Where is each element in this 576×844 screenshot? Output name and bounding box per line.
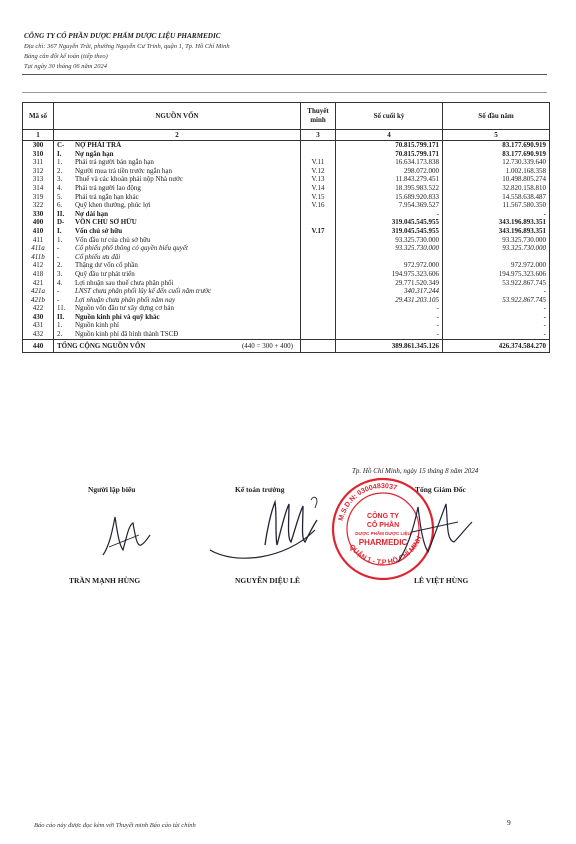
row-label: Vốn chủ sở hữu: [75, 226, 123, 235]
row-index: 1.: [57, 158, 63, 167]
row-end-balance: 18.395.983.522: [336, 184, 443, 193]
row-end-balance: 70.815.799.171: [336, 141, 443, 150]
row-code: 432: [23, 330, 54, 339]
row-end-balance: 7.954.369.527: [336, 201, 443, 210]
row-index: 2.: [57, 261, 63, 270]
row-end-balance: 70.815.799.171: [336, 150, 443, 159]
table-row: [23, 227, 550, 236]
header-note: Thuyết minh: [301, 103, 336, 130]
table-row: [23, 270, 550, 279]
footer-note: Báo cáo này được đọc kèm với Thuyết minh Báo cáo tài chính: [34, 822, 196, 829]
row-index: 4.: [57, 183, 63, 192]
row-index: 3.: [57, 175, 63, 184]
row-begin-balance: 10.498.805.274: [443, 175, 550, 184]
row-note: [301, 330, 336, 339]
balance-sheet-table: [22, 102, 550, 353]
row-item: [54, 193, 301, 202]
row-label: Phải trả người lao động: [75, 183, 141, 192]
row-begin-balance: -: [443, 210, 550, 219]
stamp-ring: QUẬN 1 - T.P HỒ CHÍ MINH: [347, 535, 424, 567]
row-note: V.14: [301, 184, 336, 193]
row-begin-balance: 343.196.893.351: [443, 227, 550, 236]
row-index: 5.: [57, 192, 63, 201]
row-end-balance: 15.689.920.833: [336, 193, 443, 202]
row-item: [54, 210, 301, 219]
row-end-balance: -: [336, 330, 443, 339]
row-label: NỢ PHẢI TRẢ: [75, 141, 122, 149]
row-end-balance: 93.325.730.000: [336, 236, 443, 245]
row-begin-balance: -: [443, 330, 550, 339]
row-label: Vốn đầu tư của chủ sở hữu: [75, 235, 151, 244]
row-code: 411: [23, 236, 54, 245]
row-code: 422: [23, 304, 54, 313]
row-end-balance: 29.771.520.349: [336, 279, 443, 288]
row-item: [54, 158, 301, 167]
row-item: [54, 261, 301, 270]
row-item: [54, 227, 301, 236]
table-row: [23, 193, 550, 202]
table-row: [23, 253, 550, 262]
row-label: Người mua trả tiền trước ngắn hạn: [75, 166, 173, 175]
row-note: V.13: [301, 175, 336, 184]
row-note: V.15: [301, 193, 336, 202]
row-item: [54, 304, 301, 313]
table-row: [23, 304, 550, 313]
row-item: [54, 253, 301, 262]
table-row: [23, 158, 550, 167]
table-row: [23, 167, 550, 176]
table-row: [23, 244, 550, 253]
row-label: Quỹ đầu tư phát triển: [75, 269, 135, 278]
row-end-balance: 340.317.244: [336, 287, 443, 296]
total-label-cell: [54, 339, 301, 352]
col-number: 1: [23, 130, 54, 141]
row-begin-balance: 32.820.158.810: [443, 184, 550, 193]
row-item: [54, 150, 301, 159]
row-end-balance: -: [336, 313, 443, 322]
row-note: [301, 287, 336, 296]
header-code: Mã số: [23, 103, 54, 130]
row-note: V.11: [301, 158, 336, 167]
row-code: 418: [23, 270, 54, 279]
header-item: NGUỒN VỐN: [54, 103, 301, 130]
row-note: [301, 313, 336, 322]
row-code: 431: [23, 321, 54, 330]
row-index: 3.: [57, 269, 63, 278]
row-index: II.: [57, 312, 65, 321]
preparer-signature: [95, 505, 155, 565]
row-note: [301, 236, 336, 245]
row-code: 410: [23, 227, 54, 236]
total-row: [23, 339, 550, 352]
row-begin-balance: 194.975.323.606: [443, 270, 550, 279]
row-item: [54, 167, 301, 176]
table-body: [23, 141, 550, 340]
row-index: C-: [57, 141, 65, 149]
row-label: Nguồn kinh phí: [75, 321, 119, 330]
table-row: [23, 279, 550, 288]
row-label: Thặng dư vốn cổ phần: [75, 261, 138, 270]
row-item: [54, 218, 301, 227]
table-row: [23, 261, 550, 270]
preparer-name: TRẦN MẠNH HÙNG: [69, 576, 141, 585]
col-number: 2: [54, 130, 301, 141]
row-label: Nợ dài hạn: [75, 209, 109, 218]
row-code: 412: [23, 261, 54, 270]
row-begin-balance: 83.177.690.919: [443, 150, 550, 159]
row-index: I.: [57, 226, 62, 235]
col-number: 5: [443, 130, 550, 141]
row-item: [54, 244, 301, 253]
row-note: [301, 321, 336, 330]
row-index: 2.: [57, 330, 63, 339]
total-formula: (440 = 300 + 400): [241, 341, 293, 350]
row-item: [54, 279, 301, 288]
row-note: [301, 210, 336, 219]
row-label: Quỹ khen thưởng, phúc lợi: [75, 201, 151, 210]
preparer-role: Người lập biểu: [88, 485, 136, 494]
signature-date: Tp. Hồ Chí Minh, ngày 15 tháng 8 năm 2024: [352, 467, 479, 475]
row-note: [301, 279, 336, 288]
table-row: [23, 330, 550, 339]
table-row: [23, 184, 550, 193]
stamp-line2: CỔ PHẦN: [366, 522, 400, 529]
row-begin-balance: 14.558.638.487: [443, 193, 550, 202]
row-index: -: [57, 295, 60, 304]
director-signature: [388, 492, 478, 572]
row-code: 421b: [23, 296, 54, 305]
row-code: 313: [23, 175, 54, 184]
header-end-balance: Số cuối kỳ: [336, 103, 443, 130]
row-label: Thuế và các khoản phải nộp Nhà nước: [75, 175, 183, 184]
row-end-balance: 972.972.000: [336, 261, 443, 270]
col-number: 4: [336, 130, 443, 141]
total-code: 440: [23, 339, 54, 352]
row-begin-balance: [443, 253, 550, 262]
accountant-signature: [205, 490, 345, 570]
row-end-balance: -: [336, 321, 443, 330]
row-end-balance: 16.634.173.838: [336, 158, 443, 167]
row-index: 1.: [57, 321, 63, 330]
row-end-balance: 11.843.279.451: [336, 175, 443, 184]
row-code: 310: [23, 150, 54, 159]
stamp-line4: PHARMEDIC: [358, 538, 408, 547]
row-index: II.: [57, 209, 65, 218]
director-name: LÊ VIỆT HÙNG: [414, 576, 469, 585]
row-code: 322: [23, 201, 54, 210]
stamp-line1: CÔNG TY: [367, 513, 399, 520]
row-note: [301, 296, 336, 305]
row-label: VỐN CHỦ SỞ HỮU: [75, 218, 137, 227]
row-index: 11.: [57, 304, 66, 313]
row-item: [54, 287, 301, 296]
row-note: V.16: [301, 201, 336, 210]
row-code: 312: [23, 167, 54, 176]
company-address: Địa chỉ: 367 Nguyễn Trãi, phường Nguyễn Cư Trinh, quận 1, Tp. Hồ Chí Minh: [24, 43, 230, 50]
table-row: [23, 218, 550, 227]
stamp-tax-code: M.S.D.N: 0300483037: [337, 482, 398, 522]
table-row: [23, 175, 550, 184]
total-begin: 426.374.584.270: [443, 339, 550, 352]
row-index: 6.: [57, 201, 63, 210]
row-item: [54, 141, 301, 150]
row-end-balance: 29.431.203.105: [336, 296, 443, 305]
row-begin-balance: 53.922.867.745: [443, 296, 550, 305]
row-begin-balance: 93.325.730.000: [443, 236, 550, 245]
row-begin-balance: 972.972.000: [443, 261, 550, 270]
row-label: Nguồn kinh phí và quỹ khác: [75, 312, 160, 321]
row-index: I.: [57, 149, 62, 158]
header-begin-balance: Số đầu năm: [443, 103, 550, 130]
report-date: Tại ngày 30 tháng 06 năm 2024: [24, 63, 108, 70]
row-begin-balance: 343.196.893.351: [443, 218, 550, 227]
col-number: 3: [301, 130, 336, 141]
row-note: [301, 150, 336, 159]
row-code: 311: [23, 158, 54, 167]
table-row: [23, 150, 550, 159]
row-index: 1.: [57, 235, 63, 244]
row-note: [301, 253, 336, 262]
row-item: [54, 184, 301, 193]
row-begin-balance: 11.567.580.350: [443, 201, 550, 210]
row-label: LNST chưa phân phối lũy kế đến cuối năm trước: [75, 287, 212, 296]
row-label: Phải trả ngắn hạn khác: [75, 192, 139, 201]
director-role: Tổng Giám Đốc: [415, 485, 466, 494]
row-end-balance: 93.325.730.000: [336, 244, 443, 253]
row-code: 411a: [23, 244, 54, 253]
row-code: 314: [23, 184, 54, 193]
accountant-role: Kế toán trưởng: [235, 485, 285, 494]
row-code: 330: [23, 210, 54, 219]
row-item: [54, 201, 301, 210]
table-row: [23, 201, 550, 210]
row-end-balance: [336, 253, 443, 262]
row-note: [301, 304, 336, 313]
row-item: [54, 313, 301, 322]
row-index: -: [57, 244, 60, 253]
row-label: Nợ ngắn hạn: [75, 149, 114, 158]
row-label: Cổ phiếu phổ thông có quyền biểu quyết: [75, 244, 188, 253]
row-item: [54, 270, 301, 279]
row-item: [54, 175, 301, 184]
row-note: [301, 244, 336, 253]
row-note: [301, 261, 336, 270]
row-begin-balance: 1.002.168.358: [443, 167, 550, 176]
row-code: 411b: [23, 253, 54, 262]
row-label: Nguồn vốn đầu tư xây dựng cơ bản: [75, 304, 174, 313]
row-code: 421: [23, 279, 54, 288]
row-label: Cổ phiếu ưu đãi: [75, 252, 121, 261]
total-end: 389.861.345.126: [336, 339, 443, 352]
table-row: [23, 141, 550, 150]
row-end-balance: 319.045.545.955: [336, 227, 443, 236]
row-code: 400: [23, 218, 54, 227]
header-divider: [22, 74, 547, 75]
row-label: Nguồn kinh phí đã hình thành TSCĐ: [75, 330, 179, 339]
row-item: [54, 236, 301, 245]
row-label: Lợi nhuận sau thuế chưa phân phối: [75, 278, 174, 287]
row-begin-balance: -: [443, 287, 550, 296]
row-item: [54, 296, 301, 305]
table-row: [23, 296, 550, 305]
row-end-balance: 298.072.000: [336, 167, 443, 176]
row-code: 421a: [23, 287, 54, 296]
row-index: 2.: [57, 166, 63, 175]
page-number: 9: [507, 818, 511, 827]
row-index: -: [57, 252, 60, 261]
row-index: 4.: [57, 278, 63, 287]
row-note: [301, 141, 336, 150]
company-name: CÔNG TY CỔ PHẦN DƯỢC PHẨM DƯỢC LIỆU PHARMEDIC: [24, 32, 221, 40]
row-begin-balance: 12.730.339.640: [443, 158, 550, 167]
row-code: 319: [23, 193, 54, 202]
total-note: [301, 339, 336, 352]
header-divider-2: [22, 92, 547, 93]
row-end-balance: 319.045.545.955: [336, 218, 443, 227]
row-end-balance: -: [336, 210, 443, 219]
row-begin-balance: 83.177.690.919: [443, 141, 550, 150]
row-begin-balance: 53.922.867.745: [443, 279, 550, 288]
table-row: [23, 321, 550, 330]
row-code: 430: [23, 313, 54, 322]
row-label: Lợi nhuận chưa phân phối năm nay: [75, 295, 176, 304]
row-index: -: [57, 287, 60, 296]
table-row: [23, 313, 550, 322]
accountant-name: NGUYỄN DIỆU LÊ: [235, 576, 301, 585]
table-row: [23, 210, 550, 219]
stamp-line3: DƯỢC PHẨM DƯỢC LIỆU: [355, 531, 411, 536]
row-begin-balance: -: [443, 313, 550, 322]
row-begin-balance: -: [443, 321, 550, 330]
row-end-balance: 194.975.323.606: [336, 270, 443, 279]
row-end-balance: -: [336, 304, 443, 313]
row-label: Phải trả người bán ngắn hạn: [75, 158, 154, 167]
row-code: 300: [23, 141, 54, 150]
table-row: [23, 287, 550, 296]
table-row: [23, 236, 550, 245]
row-index: D-: [57, 218, 65, 227]
row-note: V.17: [301, 227, 336, 236]
row-begin-balance: -: [443, 304, 550, 313]
row-item: [54, 321, 301, 330]
row-item: [54, 330, 301, 339]
report-subtitle: Bảng cân đối kế toán (tiếp theo): [24, 53, 108, 60]
total-label: TỔNG CỘNG NGUỒN VỐN: [57, 341, 146, 350]
row-note: V.12: [301, 167, 336, 176]
row-note: [301, 218, 336, 227]
row-begin-balance: 93.325.730.000: [443, 244, 550, 253]
row-note: [301, 270, 336, 279]
